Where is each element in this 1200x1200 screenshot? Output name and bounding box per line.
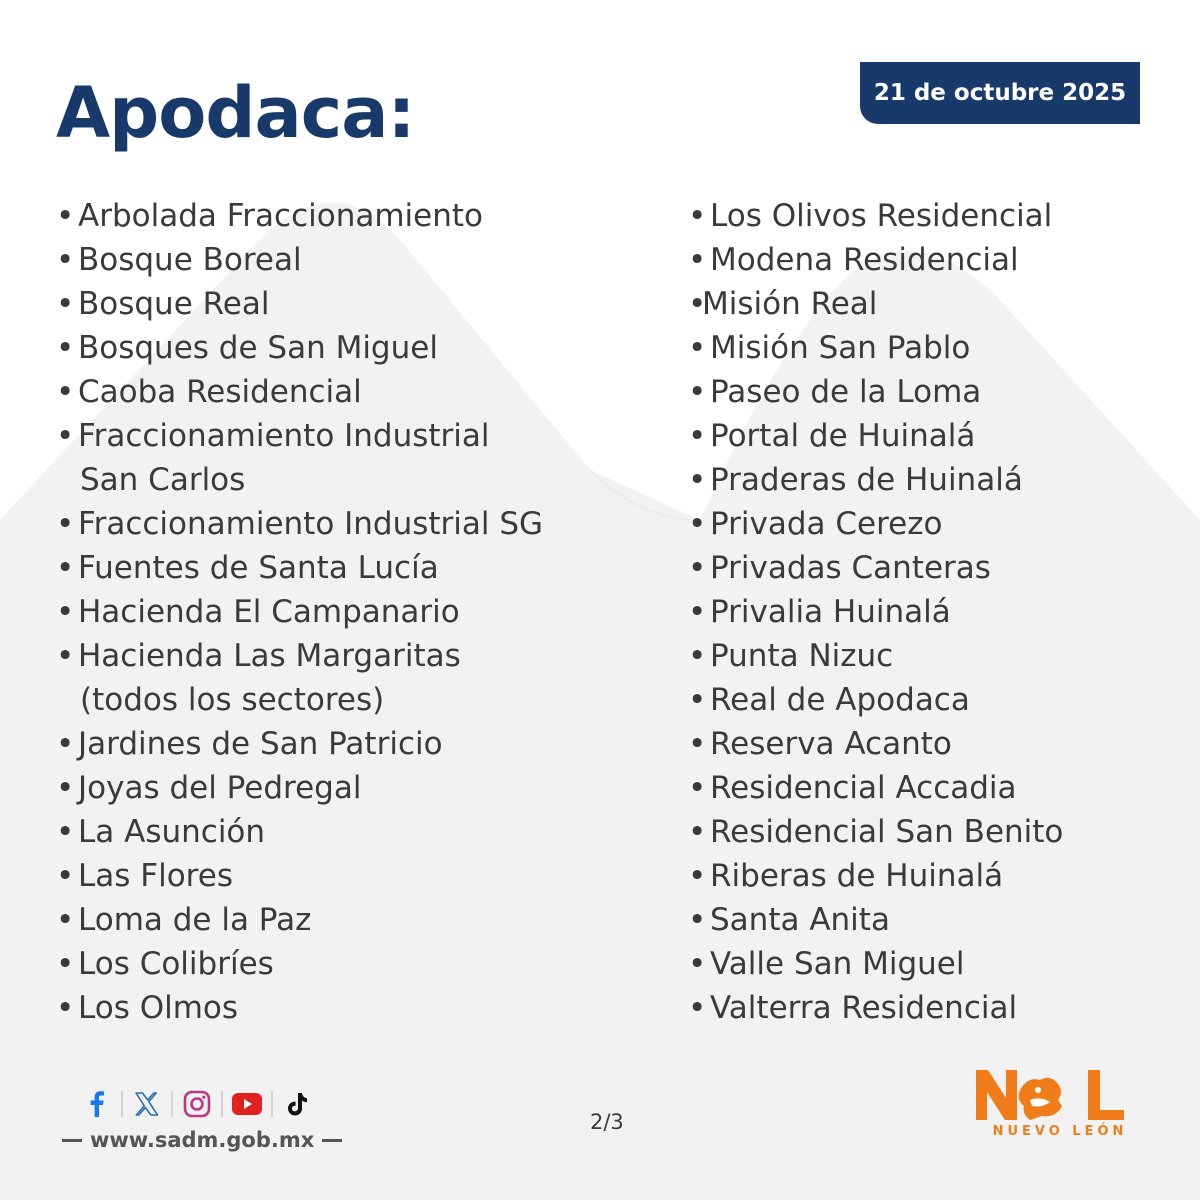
page-title: Apodaca: — [56, 72, 415, 154]
colonia-name: Punta Nizuc — [710, 638, 894, 674]
list-item — [56, 986, 656, 1030]
dash-decoration — [322, 1139, 342, 1142]
list-bullet: • — [56, 594, 75, 630]
colonias-list-left — [56, 194, 656, 1030]
list-bullet: • — [56, 550, 75, 586]
list-bullet: • — [56, 770, 75, 806]
divider — [121, 1091, 123, 1117]
colonia-name: Misión San Pablo — [710, 330, 971, 366]
tiktok-icon[interactable] — [280, 1088, 314, 1120]
list-item — [688, 326, 1188, 370]
nuevo-leon-logo — [972, 1066, 1142, 1156]
list-item — [688, 194, 1188, 238]
list-item — [688, 282, 1188, 326]
colonia-name: Portal de Huinalá — [710, 418, 976, 454]
list-item — [688, 678, 1188, 722]
list-bullet: • — [688, 902, 707, 938]
list-bullet: • — [56, 286, 75, 322]
date-badge: 21 de octubre 2025 — [860, 62, 1140, 124]
list-bullet: • — [688, 682, 707, 718]
list-item — [56, 942, 656, 986]
list-item — [56, 634, 656, 722]
list-item — [688, 458, 1188, 502]
list-item — [56, 282, 656, 326]
list-item — [688, 502, 1188, 546]
list-bullet: • — [56, 726, 75, 762]
colonia-name: Privalia Huinalá — [710, 594, 951, 630]
list-item — [56, 238, 656, 282]
list-item — [688, 634, 1188, 678]
x-icon[interactable] — [130, 1088, 164, 1120]
social-links — [80, 1088, 314, 1120]
colonia-name: Bosque Real — [78, 286, 270, 322]
list-bullet: • — [688, 946, 707, 982]
colonia-name: Privada Cerezo — [710, 506, 943, 542]
colonia-name: Residencial Accadia — [710, 770, 1017, 806]
colonia-name: Jardines de San Patricio — [78, 726, 443, 762]
list-item — [56, 810, 656, 854]
list-item — [56, 546, 656, 590]
list-item — [56, 722, 656, 766]
colonia-name: Loma de la Paz — [78, 902, 312, 938]
website-link[interactable] — [62, 1128, 342, 1152]
colonia-name: Riberas de Huinalá — [710, 858, 1004, 894]
list-bullet: • — [688, 858, 707, 894]
colonia-name: Paseo de la Loma — [710, 374, 982, 410]
colonia-name: Bosques de San Miguel — [78, 330, 438, 366]
list-item — [688, 986, 1188, 1030]
list-item — [56, 326, 656, 370]
list-bullet: • — [56, 198, 75, 234]
list-item — [56, 370, 656, 414]
colonia-name: Real de Apodaca — [710, 682, 970, 718]
page-indicator: 2/3 — [590, 1110, 624, 1134]
colonia-name: Hacienda Las Margaritas — [78, 638, 461, 674]
colonia-name: Praderas de Huinalá — [710, 462, 1023, 498]
list-bullet: • — [56, 946, 75, 982]
list-item — [56, 194, 656, 238]
list-bullet: • — [688, 770, 707, 806]
list-bullet: • — [688, 418, 707, 454]
list-bullet: • — [56, 858, 75, 894]
colonia-name: Misión Real — [702, 286, 878, 322]
colonia-name: Los Colibríes — [78, 946, 274, 982]
list-item — [56, 414, 656, 502]
list-bullet: • — [56, 638, 75, 674]
list-item — [56, 502, 656, 546]
colonia-name: La Asunción — [78, 814, 266, 850]
colonia-name: Fraccionamiento Industrial SG — [78, 506, 544, 542]
colonia-name: Joyas del Pedregal — [78, 770, 362, 806]
list-bullet: • — [688, 242, 707, 278]
dash-decoration — [62, 1139, 82, 1142]
colonia-name: Las Flores — [78, 858, 233, 894]
instagram-icon[interactable] — [180, 1088, 214, 1120]
list-item — [688, 238, 1188, 282]
list-item — [56, 590, 656, 634]
colonia-name: Arbolada Fraccionamiento — [78, 198, 484, 234]
list-bullet: • — [688, 330, 707, 366]
list-item — [688, 546, 1188, 590]
divider — [221, 1091, 223, 1117]
colonia-name: Los Olmos — [78, 990, 239, 1026]
list-bullet: • — [688, 198, 707, 234]
list-item — [688, 942, 1188, 986]
colonia-name: Hacienda El Campanario — [78, 594, 460, 630]
list-item — [688, 854, 1188, 898]
colonia-name: Bosque Boreal — [78, 242, 302, 278]
list-bullet: • — [56, 990, 75, 1026]
colonia-name: Santa Anita — [710, 902, 890, 938]
list-item — [688, 370, 1188, 414]
list-item — [688, 766, 1188, 810]
list-bullet: • — [688, 594, 707, 630]
list-item — [688, 810, 1188, 854]
colonia-name-continuation: San Carlos — [80, 462, 246, 498]
facebook-icon[interactable] — [80, 1088, 114, 1120]
colonia-name-continuation: (todos los sectores) — [80, 682, 385, 718]
website-url: www.sadm.gob.mx — [90, 1128, 315, 1152]
logo-text: NUEVO LEÓN — [992, 1124, 1128, 1139]
list-bullet: • — [688, 506, 707, 542]
list-bullet: • — [688, 462, 707, 498]
list-item — [56, 854, 656, 898]
colonia-name: Residencial San Benito — [710, 814, 1064, 850]
list-bullet: • — [56, 506, 75, 542]
colonias-list-right — [688, 194, 1188, 1030]
list-bullet: • — [688, 814, 707, 850]
colonia-name: Valterra Residencial — [710, 990, 1018, 1026]
divider — [271, 1091, 273, 1117]
colonia-name: Reserva Acanto — [710, 726, 952, 762]
colonia-name: Privadas Canteras — [710, 550, 991, 586]
colonia-name: Fuentes de Santa Lucía — [78, 550, 439, 586]
list-bullet: • — [56, 330, 75, 366]
list-bullet: • — [56, 418, 75, 454]
list-bullet: • — [688, 550, 707, 586]
colonia-name: Los Olivos Residencial — [710, 198, 1053, 234]
colonia-name: Modena Residencial — [710, 242, 1019, 278]
divider — [171, 1091, 173, 1117]
colonia-name: Fraccionamiento Industrial — [78, 418, 490, 454]
list-item — [56, 766, 656, 810]
list-bullet: • — [56, 814, 75, 850]
list-item — [688, 414, 1188, 458]
colonia-name: Valle San Miguel — [710, 946, 965, 982]
list-bullet: • — [688, 286, 707, 322]
list-item — [688, 722, 1188, 766]
list-bullet: • — [56, 902, 75, 938]
list-bullet: • — [688, 990, 707, 1026]
list-bullet: • — [688, 726, 707, 762]
list-bullet: • — [688, 374, 707, 410]
youtube-icon[interactable] — [230, 1088, 264, 1120]
list-item — [688, 898, 1188, 942]
list-bullet: • — [688, 638, 707, 674]
list-item — [56, 898, 656, 942]
colonia-name: Caoba Residencial — [78, 374, 362, 410]
list-bullet: • — [56, 374, 75, 410]
list-bullet: • — [56, 242, 75, 278]
list-item — [688, 590, 1188, 634]
